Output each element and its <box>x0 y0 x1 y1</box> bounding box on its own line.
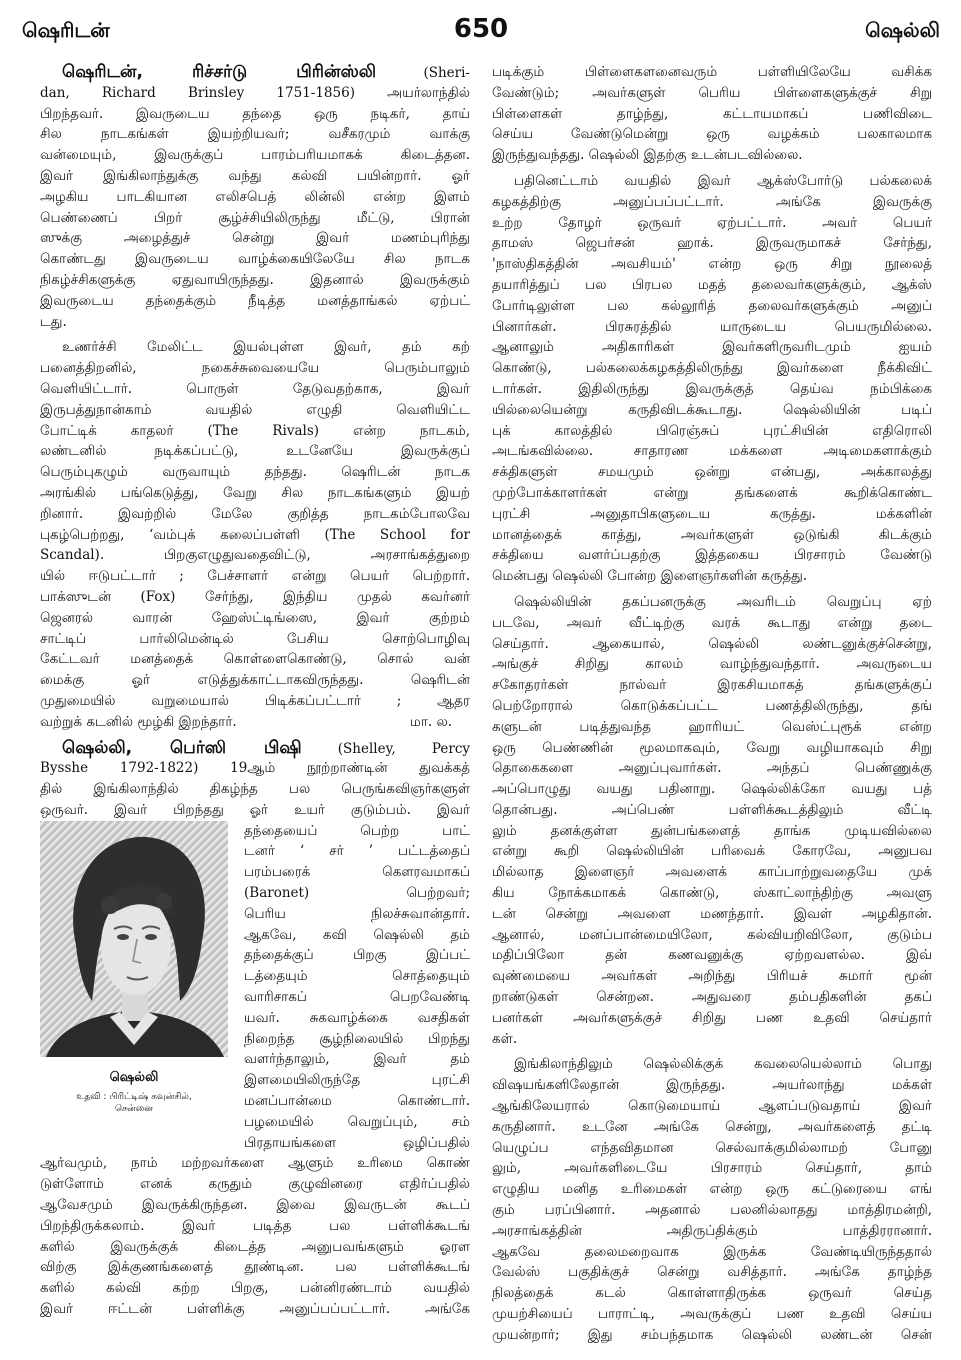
line-content: விற்கு இக்குணங்களைத் தூண்டின. பல பள்ளிக்கூடங் <box>40 1259 470 1276</box>
line-content: லும் தனக்குள்ள துன்பங்களைத் தாங்க முடியவில்லை <box>492 822 932 839</box>
text-line <box>492 1008 932 1029</box>
text-line <box>492 613 932 634</box>
paragraph <box>492 171 932 587</box>
text-line <box>40 379 470 400</box>
text-line <box>492 1242 932 1263</box>
text-line <box>40 124 470 145</box>
text-line <box>40 1237 470 1258</box>
text-line <box>492 145 932 166</box>
line-content: இங்கிலாந்திலும் ஷெல்லிக்குக் கவலையெல்லாம் பொது <box>514 1056 932 1073</box>
line-content: நிலத்தைக் கடல் கொள்ளாதிருக்க ஒருவர் செய்த <box>492 1285 932 1302</box>
portrait-image <box>40 821 228 1057</box>
line-content: மதிப்பிலோ தன் கணவனுக்கு ஏற்றவளல்ல. இவ் <box>492 947 932 964</box>
text-line <box>40 291 470 312</box>
line-content: பாக்ஸுடன் (Fox) சேர்ந்து, இந்திய முதல் கவர்னர் <box>40 588 470 605</box>
line-content: கருதினார். உடனே அங்கே சென்று, அவர்களைத் தட்டி <box>492 1118 932 1135</box>
text-line <box>244 821 470 842</box>
text-line <box>40 312 470 333</box>
entry-title: ஷெரிடன், ரிச்சர்டு பிரின்ஸ்லி <box>62 62 377 82</box>
line-content: டன் சென்று அவளை மணந்தார். இவள் அழகிதான். <box>492 905 932 922</box>
line-content: படவே, அவர் வீட்டிற்கு வரக் கூடாது என்று தடை <box>492 614 932 631</box>
text-line <box>492 1158 932 1179</box>
paragraph <box>40 337 470 732</box>
line-content: பினார்கள். பிரசுரத்தில் யாருடைய பெயருமில்லை. <box>492 318 932 335</box>
text-line <box>492 504 932 525</box>
line-content: பழமையில் வெறுப்பும், சம் <box>244 1113 470 1130</box>
text-line <box>40 1257 470 1278</box>
portrait-credit-line: சென்னை <box>115 1103 153 1114</box>
line-content: கழகத்திற்கு அனுப்பப்பட்டார். அங்கே இவருக்கு <box>492 193 932 210</box>
line-content: பனர்கள் அவர்களுக்குச் சிறிது பண உதவி செய்தார் <box>492 1009 932 1026</box>
paragraph <box>40 62 470 332</box>
line-content: றாண்டுகள் சென்றன. அதுவரை தம்பதிகளின் தகப் <box>492 989 932 1006</box>
text-line <box>40 587 470 608</box>
line-content: பெண்ணைப் பிறர் சூழ்ச்சியிலிருந்து மீட்டு, பிரான் <box>40 209 470 226</box>
text-line <box>492 1075 932 1096</box>
line-content: மில்லாத இளைஞர் அவளைக் காப்பாற்றுவதையே முக் <box>492 864 932 881</box>
text-line <box>492 904 932 925</box>
text-line <box>40 421 470 442</box>
line-content: தந்தையைப் பெற்ற பாட் <box>244 822 470 839</box>
line-content: தந்தைக்குப் பிறகு இப்பட் <box>244 947 470 964</box>
text-line <box>492 1200 932 1221</box>
line-content: பெரும்புகழும் வருவாயும் தந்தது. ஷெரிடன் நாடக <box>40 464 470 481</box>
page-number: 650 <box>453 14 509 44</box>
line-content: ஷெல்லியின் தகப்பனருக்கு அவரிடம் வெறுப்பு ஏற் <box>514 593 932 610</box>
text-line <box>492 483 932 504</box>
line-content: கிய நோக்கமாகக் கொண்டு, ஸ்காட்லாந்திற்கு அவளு <box>492 885 932 902</box>
text-line <box>492 1029 932 1050</box>
line-content: சக்தியை வளர்ப்பதற்கு இத்தகைய பிரசாரம் வேண்டு <box>492 547 932 564</box>
line-content <box>62 62 470 82</box>
line-content: பிறந்திருக்கலாம். இவர் படித்த பல பள்ளிக்கூடங் <box>40 1217 470 1234</box>
line-content: போர்டிலுள்ள பல கல்லூரித் தலைவர்களுக்கும் அனுப் <box>492 297 932 314</box>
text-line <box>40 1278 470 1299</box>
text-line <box>244 966 470 987</box>
line-content: டார்கள். இதிலிருந்து இவருக்குத் தெய்வ நம்பிக்கை <box>492 380 932 397</box>
line-content: உற்ற தோழர் ஒருவர் ஏற்பட்டார். அவர் பெயர் <box>492 214 932 231</box>
line-content: இளமையிலிருந்தே புரட்சி <box>244 1072 470 1089</box>
text-line <box>244 1091 470 1112</box>
line-content: தொகைகளை அனுப்புவார்கள். அந்தப் பெண்ணுக்கு <box>492 760 932 777</box>
line-content: இருந்துவந்தது. ஷெல்லி இதற்கு உடன்படவில்லை. <box>492 147 803 164</box>
line-content: வன்மையும், இவருக்குப் பாரம்பரியமாகக் கிடைத்தன. <box>40 147 470 164</box>
text-line <box>492 1304 932 1325</box>
text-line <box>40 228 470 249</box>
line-content: அடங்கவில்லை. சாதாரண மக்களை அடிமைகளாக்கும் <box>492 443 932 460</box>
text-line <box>244 1029 470 1050</box>
text-line <box>40 337 470 358</box>
text-line <box>492 441 932 462</box>
line-content: ஒரு பெண்ணின் மூலமாகவும், வேறு வழியாகவும் சிறு <box>492 739 932 756</box>
line-content: புகழ்பெற்றது, ‘வம்புக் கலைப்பள்ளி (The School for <box>40 526 470 543</box>
line-content: சக்திகளுள் சமயமும் ஒன்று என்பது, அக்காலத்து <box>492 464 932 481</box>
text-line <box>492 966 932 987</box>
text-line <box>492 987 932 1008</box>
line-content: பிரதாயங்களை ஒழிப்பதில் <box>244 1134 470 1151</box>
text-line <box>492 358 932 379</box>
line-text: வற்றுக் கடனில் மூழ்கி இறந்தார். <box>40 713 237 730</box>
paragraph <box>492 592 932 1050</box>
text-line <box>492 275 932 296</box>
text-line <box>40 779 470 800</box>
line-content: கொண்டது இவருடைய வாழ்க்கையிலேயே சில நாடக <box>40 251 470 268</box>
running-head-right: ஷெல்லி <box>865 18 940 42</box>
text-line <box>40 649 470 670</box>
line-content: பனைத்திறனில், நகைச்சுவையையே பெரும்பாலும் <box>40 360 470 377</box>
text-line <box>40 1216 470 1237</box>
line-content: ஆங்கிலேயரால் கொடுமையாய் ஆளப்படுவதாய் இவர் <box>492 1098 932 1115</box>
text-line <box>492 254 932 275</box>
text-line <box>492 1262 932 1283</box>
line-content: டத்தையும் சொத்தையும் <box>244 968 470 985</box>
line-content: இருபத்துநான்காம் வயதில் எழுதி வெளியிட்ட <box>40 401 470 418</box>
line-content: கொண்டு, பல்கலைக்கழகத்திலிருந்து இவர்களை நீக்கிவிட் <box>492 360 932 377</box>
line-content: புரட்சி அனுதாபிகளுடைய கருத்து. மக்களின் <box>492 505 932 522</box>
line-content: டனர் ‘ சர் ’ பட்டத்தைப் <box>244 843 470 860</box>
line-content: யில்லையென்று கருதிவிடக்கூடாது. ஷெல்லியின் படிப் <box>492 401 932 418</box>
text-line <box>492 1179 932 1200</box>
line-content: டுள்ளோம் எனக் கருதும் குழுவினரை எதிர்ப்பதில் <box>40 1176 470 1193</box>
text-line <box>492 171 932 192</box>
line-content: செய்தார். ஆகையால், ஷெல்லி லண்டனுக்குச்சென்று, <box>492 635 932 652</box>
line-content: ஆகவே தலைமறைவாக இருக்க வேண்டியிருந்ததால் <box>492 1243 932 1260</box>
text-line <box>492 779 932 800</box>
line-content: படிக்கும் பிள்ளைகளனைவரும் பள்ளியிலேயே வசிக்க <box>492 64 932 80</box>
line-text: (Sheri- <box>376 65 470 81</box>
text-line <box>492 421 932 442</box>
text-line <box>40 545 470 566</box>
text-line <box>492 462 932 483</box>
text-line <box>492 841 932 862</box>
line-content: உணர்ச்சி மேலிட்ட இயல்புள்ள இவர், தம் கற் <box>62 339 470 356</box>
text-line <box>492 717 932 738</box>
entry-title: ஷெல்லி, பெர்ஸி பிஷி <box>62 737 302 758</box>
line-content: ஆகவே, கவி ஷெல்லி தம் <box>244 926 470 943</box>
text-line <box>40 566 470 587</box>
line-content: வளர்ந்தாலும், இவர் தம் <box>244 1051 470 1068</box>
text-line <box>40 270 470 291</box>
text-line <box>244 1070 470 1091</box>
text-line <box>492 1221 932 1242</box>
line-content: பதினெட்டாம் வயதில் இவர் ஆக்ஸ்போர்டு பல்கலைக் <box>514 172 932 189</box>
line-content: லும், அவர்களிடையே பிரசாரம் செய்தார், தாம் <box>492 1160 932 1177</box>
line-content: விஷயங்களிலேதான் இருந்தது. அயர்லாந்து மக்கள் <box>492 1077 932 1094</box>
text-line <box>244 904 470 925</box>
text-line <box>40 400 470 421</box>
text-line <box>40 629 470 650</box>
line-content: களில் இவருக்குக் கிடைத்த அனுபவங்களும் ஓரள <box>40 1238 470 1255</box>
text-line <box>40 208 470 229</box>
text-line <box>492 296 932 317</box>
line-content: தில் இங்கிலாந்தில் திகழ்ந்த பல பெருங்கவிஞர்களுள் <box>40 781 470 798</box>
text-line <box>492 654 932 675</box>
text-line <box>492 1096 932 1117</box>
line-content: டது. <box>40 313 67 330</box>
text-line <box>40 441 470 462</box>
text-line <box>492 1325 932 1346</box>
portrait-left-eye <box>117 934 129 940</box>
text-line <box>492 566 932 587</box>
line-content <box>40 714 237 730</box>
line-content: போட்டிக் காதலர் (The Rivals) என்ற நாடகம், <box>40 422 470 439</box>
line-content: பிள்ளைகள் தாழ்ந்து, கட்டாயமாகப் பணிவிடை <box>492 105 932 122</box>
text-line <box>492 1283 932 1304</box>
text-line <box>492 592 932 613</box>
line-content: என்று கூறி ஷெல்லியின் பரிவைக் கோரவே, அனுபவ <box>492 843 932 860</box>
text-line <box>244 883 470 904</box>
text-line <box>492 800 932 821</box>
text-line <box>40 358 470 379</box>
text-line <box>40 670 470 691</box>
line-content: இவர் இங்கிலாந்துக்கு வந்து கல்வி பயின்றார். ஓர் <box>40 167 470 184</box>
line-content: ஸுக்கு அழைத்துச் சென்று இவர் மணம்புரிந்து <box>40 230 470 247</box>
text-line <box>492 675 932 696</box>
portrait-credit <box>40 1091 228 1115</box>
text-line <box>40 249 470 270</box>
line-content: களில் கல்வி கற்ற பிறகு, பன்னிரண்டாம் வயதில் <box>40 1280 470 1297</box>
portrait-figure <box>40 821 228 1143</box>
line-content: அரசாங்கத்தின் அதிருப்திக்கும் பாத்திரரானார். <box>492 1222 932 1239</box>
line-content: ஆவேசமும் இவருக்கிருந்தன. இவை இவருடன் கூடப் <box>40 1197 470 1214</box>
line-content: யவர். சுகவாழ்க்கை வசதிகள் <box>244 1009 470 1026</box>
text-line <box>40 145 470 166</box>
text-line <box>40 800 470 821</box>
text-line <box>492 634 932 655</box>
text-line <box>492 233 932 254</box>
line-content: தொன்பது. அப்பெண் பள்ளிக்கூடத்திலும் வீட்டி <box>492 801 932 818</box>
line-content: பரம்பரைக் கௌரவமாகப் <box>244 864 470 881</box>
text-line <box>492 62 932 83</box>
right-column <box>492 62 932 1354</box>
text-line <box>40 691 470 712</box>
portrait-caption: ஷெல்லி <box>109 1069 159 1085</box>
text-line <box>244 945 470 966</box>
line-content: ஜெனரல் வாரன் ஹேஸ்ட்டிங்ஸை, இவர் குற்றம் <box>40 609 470 626</box>
left-column <box>40 62 470 1354</box>
text-line <box>492 525 932 546</box>
line-content: அழகிய பாடகியான எலிசபெத் லின்லி என்ற இளம் <box>40 188 470 205</box>
text-line <box>40 104 470 125</box>
line-content: றினார். இவற்றில் மேலே குறித்த நாடகம்போலவே <box>40 505 470 522</box>
line-content: தாமஸ் ஜெபர்சன் ஹாக். இருவருமாகச் சேர்ந்து, <box>492 235 932 252</box>
line-content: புக் காலத்தில் பிரெஞ்சுப் புரட்சியின் எதிரொலி <box>492 422 932 439</box>
line-content: சாட்டிப் பார்லிமென்டில் பேசிய சொற்பொழிவு <box>40 630 470 647</box>
portrait-right-eye <box>145 934 157 940</box>
text-line <box>492 1117 932 1138</box>
running-head-left: ஷெரிடன் <box>22 18 110 42</box>
line-text: (Shelley, Percy <box>301 740 470 757</box>
text-line <box>40 1174 470 1195</box>
line-content: இவர் ஈட்டன் பள்ளிக்கு அனுப்பப்பட்டார். அங்கே <box>40 1301 470 1318</box>
text-line <box>492 696 932 717</box>
line-content: சில நாடகங்கள் இயற்றியவர்; வசீகரமும் வாக்கு <box>40 126 470 143</box>
text-line <box>492 883 932 904</box>
running-header <box>22 12 940 50</box>
text-line <box>40 1195 470 1216</box>
text-line <box>492 192 932 213</box>
text-line <box>40 62 470 83</box>
line-content: Scandal). பிறகுஎழுதுவதைவிட்டு, அரசாங்கத்துறை <box>40 547 470 564</box>
text-line <box>492 83 932 104</box>
line-content: கும் பரப்பினார். அதனால் பலனில்லாதது மாத்திரமன்றி, <box>492 1202 932 1219</box>
text-line <box>40 166 470 187</box>
line-content: மென்பது ஷெல்லி போன்ற இளைஞர்களின் கருத்து. <box>492 568 808 585</box>
line-content: பெரிய நிலச்சுவான்தார். <box>244 905 470 922</box>
line-content: மனப்பான்மை கொண்டார். <box>244 1093 470 1110</box>
line-content: அரங்கில் பங்கெடுத்து, வேறு சில நாடகங்களும் இயற் <box>40 484 470 501</box>
line-content: அப்பொழுது வயது பதினாறு. ஷெல்லிக்கோ வயது பத் <box>492 781 932 798</box>
line-content: ஆர்வமும், நாம் மற்றவர்களை ஆளும் உரிமை கொண் <box>40 1155 470 1172</box>
text-line <box>40 712 470 733</box>
line-content: வேண்டும்; அவர்களுள் பெரிய பிள்ளைகளுக்குச் சிறு <box>492 84 932 101</box>
text-line <box>492 337 932 358</box>
line-content: அங்குச் சிறிது காலம் வாழ்ந்துவந்தார். அவருடைய <box>492 656 932 673</box>
line-content: ஒருவர். இவர் பிறந்தது ஓர் உயர் குடும்பம். இவர் <box>40 801 470 818</box>
text-line <box>40 608 470 629</box>
text-line <box>40 483 470 504</box>
text-line <box>492 925 932 946</box>
line-content: யெழுப்ப எந்தவிதமான செல்வாக்குமில்லாமற் போனு <box>492 1139 932 1156</box>
text-line <box>40 1153 470 1174</box>
text-line <box>244 1008 470 1029</box>
text-line <box>40 187 470 208</box>
line-content: ஆனாலும் அதிகாரிகள் இவர்களிருவரிடமும் ஐயம் <box>492 339 932 356</box>
line-content: கள். <box>492 1030 518 1047</box>
text-line <box>244 862 470 883</box>
line-content: தயாரித்துப் பல பிரபல மதத் தலைவர்களுக்கும், ஆக்ஸ் <box>492 276 932 293</box>
portrait-curl <box>101 896 119 914</box>
text-line <box>40 758 470 779</box>
text-line <box>244 1133 470 1154</box>
text-line <box>244 987 470 1008</box>
text-line <box>492 1054 932 1075</box>
text-line <box>40 462 470 483</box>
text-line <box>244 841 470 862</box>
line-content: (Baronet) பெற்றவர்; <box>244 885 470 902</box>
line-content: நிறைந்த சூழ்நிலையில் பிறந்து <box>244 1030 470 1047</box>
line-content: ஆனால், மனப்பான்மையிலோ, கல்வியறிவிலோ, குடும்ப <box>492 926 932 943</box>
text-line <box>40 525 470 546</box>
paragraph <box>40 738 470 1320</box>
text-line <box>244 1049 470 1070</box>
line-content <box>62 737 470 758</box>
line-content: சகோதரர்கள் நால்வர் இரகசியமாகத் தங்களுக்குப் <box>492 677 932 694</box>
line-content: பிறந்தவர். இவருடைய தந்தை ஒரு நடிகர், தாய் <box>40 105 470 122</box>
line-content: இவருடைய தந்தைக்கும் நீடித்த மனத்தாங்கல் ஏற்பட் <box>40 292 470 309</box>
text-line <box>492 213 932 234</box>
line-content: dan, Richard Brinsley 1751-1856) அயர்லாந்தில் <box>40 84 470 101</box>
line-content: லண்டனில் நடிக்கப்பட்டு, உடனேயே இவருக்குப் <box>40 443 470 460</box>
line-content: முதுமையில் வறுமையால் பிடிக்கப்பட்டார் ; ஆதர <box>40 692 470 709</box>
portrait-credit-line: உதவி : பிரிட்டிஷ் கவுன்சில், <box>76 1091 192 1102</box>
text-line <box>492 738 932 759</box>
text-line <box>492 317 932 338</box>
text-line <box>492 862 932 883</box>
paragraph <box>492 1054 932 1345</box>
author-initials: மா. ல. <box>410 713 452 730</box>
line-content: முயற்சியைப் பாராட்டி, அவருக்குப் பண உதவி செய்ய <box>492 1306 932 1323</box>
text-line <box>492 545 932 566</box>
line-content: முயன்றார்; இது சம்பந்தமாக ஷெல்லி லண்டன் சென் <box>492 1326 932 1343</box>
line-content: வுண்மையை அவர்கள் அறிந்து பிரியச் சுமார் மூன் <box>492 968 932 985</box>
text-line <box>492 821 932 842</box>
text-line <box>492 124 932 145</box>
line-content: பெற்றோரால் கொடுக்கப்பட்ட பணத்திலிருந்து, தங் <box>492 697 932 714</box>
line-content: எழுதிய மனித உரிமைகள் என்ற ஒரு கட்டுரையை எங் <box>492 1181 932 1198</box>
line-content: கேட்டவர் மனத்தைக் கொள்ளைகொண்டு, சொல் வன் <box>40 651 470 668</box>
line-content: வாரிசாகப் பெறவேண்டி <box>244 989 470 1006</box>
text-line <box>40 738 470 759</box>
line-content: மானத்தைக் காத்து, அவர்களுள் ஒடுங்கி கிடக்கும் <box>492 526 932 543</box>
line-content: வேல்ஸ் பகுதிக்குச் சென்று வசித்தார். அங்கே தாழ்ந்த <box>492 1264 932 1281</box>
text-line <box>40 1299 470 1320</box>
line-content: யில் ஈடுபட்டார் ; பேச்சாளர் என்று பெயர் பெற்றார். <box>40 568 470 585</box>
text-line <box>244 1112 470 1133</box>
line-content: வெளியிட்டார். பொருள் தேடுவதற்காக, இவர் <box>40 380 470 397</box>
text-line <box>492 400 932 421</box>
line-content: Bysshe 1792-1822) 19ஆம் நூற்றாண்டின் துவக்கத் <box>40 760 470 777</box>
text-line <box>492 1138 932 1159</box>
line-content: முற்போக்காளர்கள் என்று தங்களைக் கூறிக்கொண்ட <box>492 484 932 501</box>
text-line <box>40 83 470 104</box>
paragraph <box>492 62 932 166</box>
text-line <box>492 379 932 400</box>
text-line <box>244 925 470 946</box>
portrait-curl <box>156 893 172 909</box>
text-line <box>492 104 932 125</box>
line-content: களுடன் படித்துவந்த ஹாரியட் வெஸ்ட்புரூக் என்ற <box>492 718 932 735</box>
line-content: செய்ய வேண்டுமென்று ஒரு வழக்கம் பலகாலமாக <box>492 126 932 143</box>
text-line <box>492 945 932 966</box>
text-line <box>40 504 470 525</box>
line-content: நிகழ்ச்சிகளுக்கு ஏதுவாயிருந்தது. இதனால் இவருக்கும் <box>40 271 470 288</box>
text-line <box>492 758 932 779</box>
line-content: 'நாஸ்திகத்தின் அவசியம்' என்ற ஒரு சிறு நூலைத் <box>492 256 932 273</box>
line-content: மைக்கு ஓர் எடுத்துக்காட்டாகவிருந்தது. ஷெரிடன் <box>40 672 470 689</box>
